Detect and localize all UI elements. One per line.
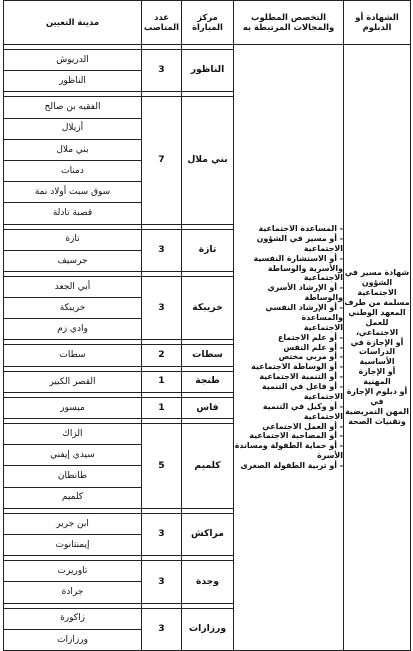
city-cell: دمنات xyxy=(4,160,142,181)
city-cell: خريبكة xyxy=(4,298,142,319)
degree-line: أو الإجازة في xyxy=(350,337,404,347)
specialization-line: - أو التنمية الاجتماعية xyxy=(259,372,343,382)
count-cell: 3 xyxy=(142,50,182,92)
city-cell: أبي الجعد xyxy=(4,276,142,297)
count-cell: 1 xyxy=(142,371,182,392)
city-cell: الفقيه بن صالح xyxy=(4,97,142,118)
specialization-line: الأسرة xyxy=(317,451,343,461)
city-cell: قصبة تادلة xyxy=(4,203,142,224)
center-cell: وجدة xyxy=(182,561,234,603)
city-cell: سيدي إيفني xyxy=(4,445,142,466)
specialization-line: - أو مسير في الشؤون xyxy=(256,233,343,243)
specialization-line: الاجتماعية xyxy=(303,243,343,253)
center-cell: ورزازات xyxy=(182,608,234,650)
specialization-line: - أو فاعل في التنمية الاجتماعية xyxy=(262,382,343,401)
city-cell: وادي زم xyxy=(4,319,142,340)
specialization-line: - أو علم الاجتماع xyxy=(277,332,343,342)
degree-line: أو دبلوم الإجازة في xyxy=(346,386,408,406)
count-cell: 3 xyxy=(142,276,182,340)
count-cell: 7 xyxy=(142,97,182,224)
specialization-line: - أو تربية الطفولة الصغرى xyxy=(240,461,343,470)
city-cell: القصر الكبير xyxy=(4,371,142,392)
header-degree: الشهادة أو الدبلوم xyxy=(344,1,411,45)
header-city: مدينة التعيين xyxy=(4,1,142,45)
center-cell: مراكش xyxy=(182,513,234,555)
city-cell: زاكورة xyxy=(4,608,142,629)
city-cell: الزاك xyxy=(4,424,142,445)
city-cell: جرسيف xyxy=(4,250,142,271)
city-cell: جرادة xyxy=(4,582,142,603)
degree-line: للعمل الاجتماعي، xyxy=(355,317,399,337)
city-cell: ابن جرير xyxy=(4,513,142,534)
center-cell: بني ملال xyxy=(182,97,234,224)
city-cell: الناظور xyxy=(4,71,142,92)
count-cell: 1 xyxy=(142,397,182,418)
count-cell: 2 xyxy=(142,345,182,366)
specialization-line: - أو مربي مختص xyxy=(278,352,343,362)
center-cell: فاس xyxy=(182,397,234,418)
center-cell: سطات xyxy=(182,345,234,366)
city-cell: ورزازات xyxy=(4,629,142,650)
specialization-line: - أو الإرشاد الأسري والوساطة xyxy=(267,283,343,303)
degree-line: شهادة مسير في xyxy=(344,268,410,278)
center-cell: الناظور xyxy=(182,50,234,92)
header-center: مركز المباراة xyxy=(182,1,234,45)
count-cell: 3 xyxy=(142,561,182,603)
recruitment-table xyxy=(3,0,411,651)
degree-line: الشؤون الاجتماعية xyxy=(357,278,397,298)
city-cell: ميسور xyxy=(4,397,142,418)
degree-line: وتقنيات الصحة xyxy=(348,416,406,426)
city-cell: تاوريرت xyxy=(4,561,142,582)
degree-line: الدراسات الأساسية xyxy=(358,347,396,367)
city-cell: سوق سبت أولاد نمة xyxy=(4,182,142,203)
degree-line: المهن التمريضية xyxy=(345,406,409,416)
count-cell: 3 xyxy=(142,608,182,650)
specialization-line: - أو الاستشارة النفسية xyxy=(253,253,343,263)
center-cell: تازة xyxy=(182,229,234,271)
city-cell: الدريوش xyxy=(4,50,142,71)
specialization-line: - أو المصاحبة الاجتماعية xyxy=(249,431,343,441)
count-cell: 5 xyxy=(142,424,182,509)
specialization-line: الاجتماعية xyxy=(303,322,343,332)
city-cell: إيمنتانوت xyxy=(4,534,142,555)
city-cell: أزيلال xyxy=(4,118,142,139)
city-cell: سطات xyxy=(4,345,142,366)
specialization-line: - أو الإرشاد النفسي والمساعدة xyxy=(265,303,343,322)
city-cell: كلميم xyxy=(4,487,142,508)
center-cell: كلميم xyxy=(182,424,234,509)
city-cell: تازة xyxy=(4,229,142,250)
city-cell: بني ملال xyxy=(4,139,142,160)
table-body xyxy=(4,45,411,651)
specialization-line: والأسرية والوساطة الاجتماعية xyxy=(267,263,343,283)
center-cell: طنجة xyxy=(182,371,234,392)
specialization-line: - المساعدة الاجتماعية xyxy=(258,224,343,233)
center-cell: خريبكة xyxy=(182,276,234,340)
header-count: عدد المناصب xyxy=(142,1,182,45)
degree-line: أو الإجازة المهنية xyxy=(358,367,396,387)
specialization-line: - أو حماية الطفولة ومساندة xyxy=(234,441,343,451)
specialization-line: - أو الوساطة الاجتماعية xyxy=(251,362,343,372)
degree-line: المعهد الوطني xyxy=(348,307,406,317)
header-specialization: التخصص المطلوب والمجالات المرتبطة به xyxy=(234,1,344,45)
specialization-cell xyxy=(234,45,344,651)
specialization-line: - أو علم النفس xyxy=(283,342,343,352)
header-row xyxy=(4,1,411,45)
degree-cell xyxy=(344,45,411,651)
city-cell: طانطان xyxy=(4,466,142,487)
degree-line: مسلمة من طرف xyxy=(344,298,410,308)
specialization-line: - أو وكيل في التنمية الاجتماعية xyxy=(262,401,343,421)
count-cell: 3 xyxy=(142,513,182,555)
specialization-line: - أو العمل الاجتماعي xyxy=(262,421,343,431)
count-cell: 3 xyxy=(142,229,182,271)
